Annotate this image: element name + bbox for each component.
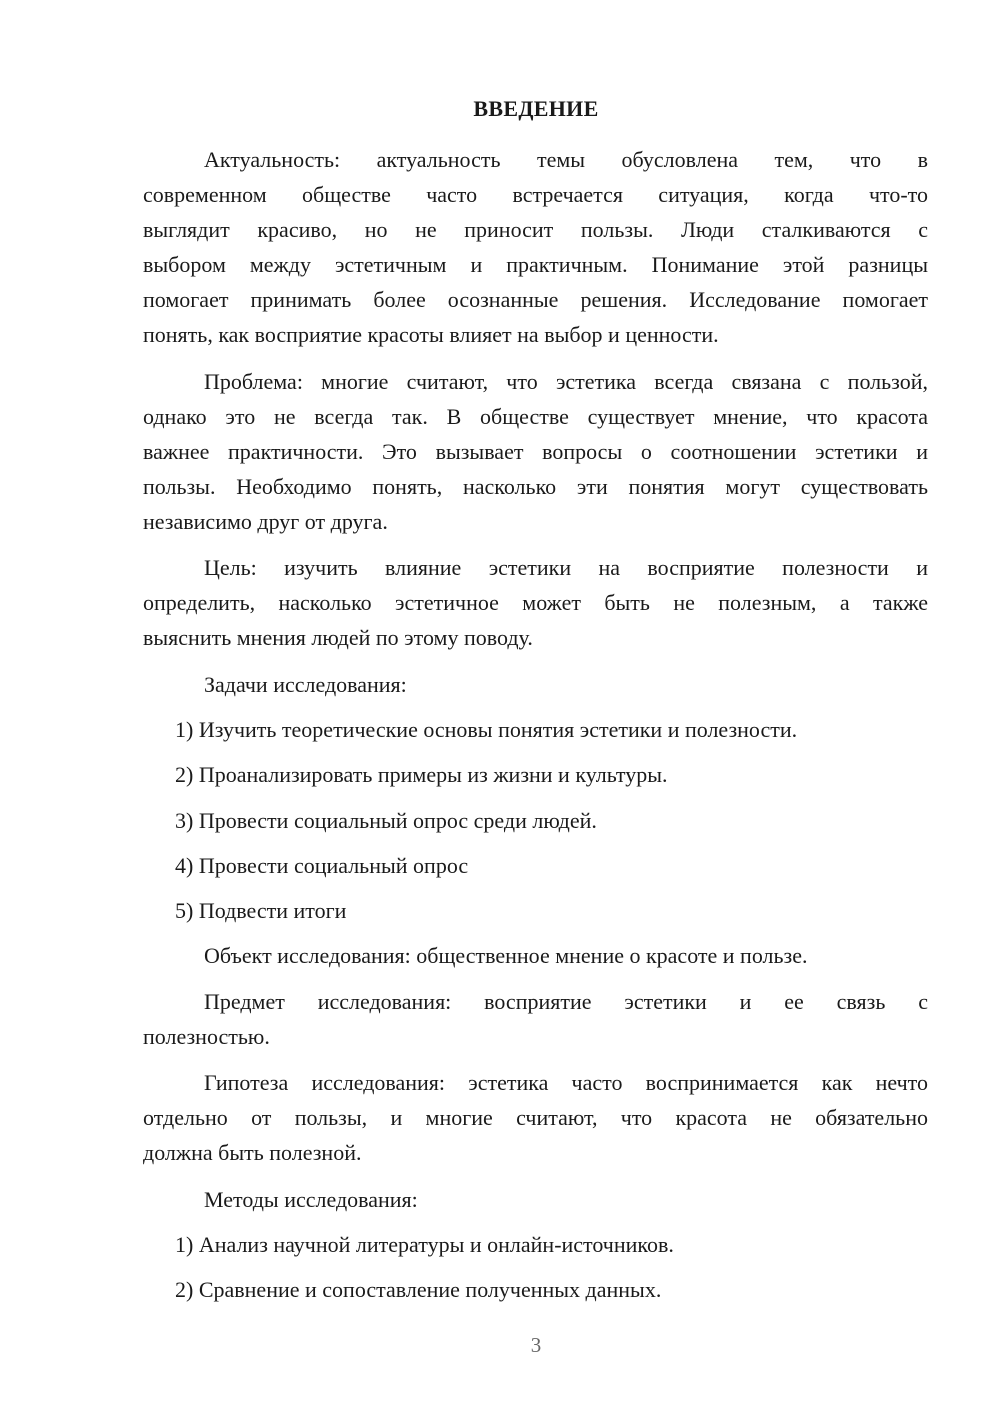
text-line: полезностью.: [143, 1024, 270, 1049]
text-line: Гипотеза исследования: эстетика часто воспринимается как нечто: [204, 1070, 928, 1095]
text-line: Методы исследования:: [204, 1187, 418, 1212]
text-line: однако это не всегда так. В обществе существует мнение, что красота: [143, 404, 928, 429]
list-item: 2) Сравнение и сопоставление полученных данных.: [175, 1277, 662, 1302]
task-item-2: [143, 757, 928, 792]
task-item-1: [143, 712, 928, 747]
text-line: современном обществе часто встречается ситуация, когда что-то: [143, 182, 928, 207]
goal-paragraph: [143, 550, 928, 655]
text-line: отдельно от пользы, и многие считают, что красота не обязательно: [143, 1105, 928, 1130]
text-line: Проблема: многие считают, что эстетика всегда связана с пользой,: [204, 369, 928, 394]
list-item: 4) Провести социальный опрос: [175, 853, 469, 878]
subject-paragraph: [143, 984, 928, 1054]
hypothesis-paragraph: [143, 1065, 928, 1170]
text-line: пользы. Необходимо понять, насколько эти понятия могут существовать: [143, 474, 928, 499]
text-line: определить, насколько эстетичное может быть не полезным, а также: [143, 590, 928, 615]
text-line: понять, как восприятие красоты влияет на выбор и ценности.: [143, 322, 719, 347]
list-item: 1) Изучить теоретические основы понятия эстетики и полезности.: [175, 717, 798, 742]
text-line: Цель: изучить влияние эстетики на восприятие полезности и: [204, 555, 928, 580]
text-line: Предмет исследования: восприятие эстетики и ее связь с: [204, 989, 928, 1014]
task-item-3: [143, 803, 928, 838]
list-item: 5) Подвести итоги: [175, 898, 347, 923]
method-item-2: [143, 1272, 928, 1307]
object-paragraph: [143, 938, 928, 973]
task-item-4: [143, 848, 928, 883]
method-item-1: [143, 1227, 928, 1262]
list-item: 1) Анализ научной литературы и онлайн-источников.: [175, 1232, 674, 1257]
list-item: 3) Провести социальный опрос среди людей.: [175, 808, 597, 833]
text-line: выглядит красиво, но не приносит пользы. Люди сталкиваются с: [143, 217, 928, 242]
text-line: выбором между эстетичным и практичным. Понимание этой разницы: [143, 252, 928, 277]
problem-paragraph: [143, 364, 928, 539]
page-number: 3: [530, 1333, 542, 1357]
relevance-paragraph: [143, 142, 928, 352]
text-line: помогает принимать более осознанные решения. Исследование помогает: [143, 287, 928, 312]
tasks-heading: [143, 667, 928, 702]
page-title: ВВЕДЕНИЕ: [473, 96, 599, 121]
text-line: независимо друг от друга.: [143, 509, 388, 534]
text-line: Задачи исследования:: [204, 672, 407, 697]
text-line: важнее практичности. Это вызывает вопросы о соотношении эстетики и: [143, 439, 928, 464]
list-item: 2) Проанализировать примеры из жизни и культуры.: [175, 762, 668, 787]
task-item-5: [143, 893, 928, 928]
text-line: выяснить мнения людей по этому поводу.: [143, 625, 533, 650]
text-line: Актуальность: актуальность темы обусловлена тем, что в: [204, 147, 928, 172]
text-line: Объект исследования: общественное мнение о красоте и пользе.: [204, 943, 808, 968]
methods-heading: [143, 1182, 928, 1217]
text-line: должна быть полезной.: [143, 1140, 362, 1165]
